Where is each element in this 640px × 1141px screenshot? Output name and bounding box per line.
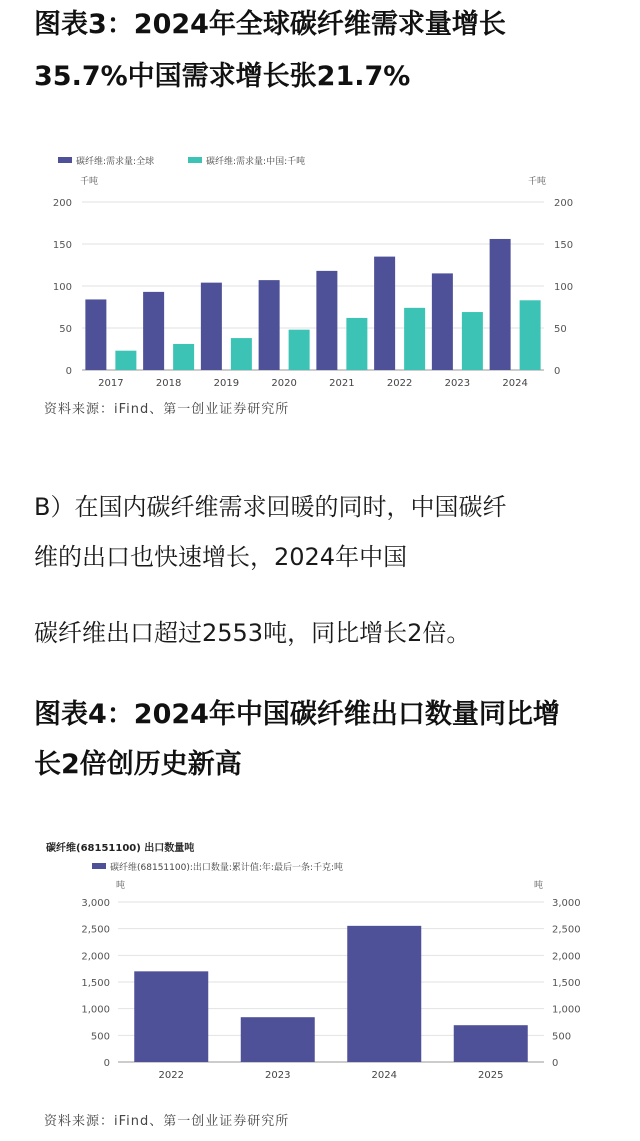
x-tick-label: 2020 bbox=[271, 378, 297, 389]
y-tick-right: 1,000 bbox=[552, 1004, 581, 1016]
x-tick-label: 2022 bbox=[386, 378, 413, 389]
x-tick-label: 2022 bbox=[158, 1070, 184, 1081]
y-unit-right: 吨 bbox=[534, 881, 544, 891]
figure3-title-line1: 图表3：2024年全球碳纤维需求量增长 bbox=[34, 9, 506, 40]
chart1-source: 资料来源：iFind、第一创业证券研究所 bbox=[44, 402, 290, 417]
y-tick-left: 2,500 bbox=[81, 924, 110, 936]
y-tick-left: 0 bbox=[103, 1058, 110, 1069]
bar-2021-s2 bbox=[346, 318, 367, 370]
bar-2018-s1 bbox=[143, 292, 164, 370]
legend-swatch-1 bbox=[92, 863, 106, 869]
bar-2023-s1 bbox=[432, 273, 453, 370]
y-tick-left: 100 bbox=[52, 282, 72, 293]
x-tick-label: 2024 bbox=[502, 378, 528, 389]
x-tick-label: 2018 bbox=[155, 378, 182, 389]
y-tick-right: 0 bbox=[554, 366, 561, 377]
y-tick-right: 0 bbox=[552, 1058, 559, 1069]
paragraph-line2: 维的出口也快速增长，2024年中国 bbox=[34, 543, 408, 571]
figure4-title-line1: 图表4：2024年中国碳纤维出口数量同比增 bbox=[34, 699, 560, 730]
bar-2018-s2 bbox=[173, 344, 194, 370]
y-tick-right: 100 bbox=[554, 282, 574, 293]
y-tick-right: 2,000 bbox=[552, 951, 581, 963]
y-tick-right: 500 bbox=[552, 1031, 572, 1043]
bar-2022-s2 bbox=[404, 308, 425, 370]
x-tick-label: 2017 bbox=[98, 378, 124, 389]
y-tick-left: 500 bbox=[90, 1031, 110, 1043]
y-unit-left: 千吨 bbox=[80, 177, 99, 187]
bar-2020-s1 bbox=[259, 280, 280, 370]
bar-2019-s2 bbox=[231, 338, 252, 370]
legend-label-2: 碳纤维:需求量:中国:千吨 bbox=[206, 157, 306, 167]
y-tick-left: 150 bbox=[52, 240, 72, 251]
x-tick-label: 2023 bbox=[444, 378, 471, 389]
y-tick-left: 1,000 bbox=[81, 1004, 110, 1016]
y-tick-right: 50 bbox=[554, 324, 567, 335]
x-tick-label: 2024 bbox=[371, 1070, 397, 1081]
bar-2025-s1 bbox=[454, 1025, 528, 1062]
x-tick-label: 2019 bbox=[213, 378, 240, 389]
y-tick-left: 2,000 bbox=[81, 951, 110, 963]
x-tick-label: 2023 bbox=[265, 1070, 291, 1081]
y-tick-right: 150 bbox=[554, 240, 574, 251]
y-unit-right: 千吨 bbox=[528, 177, 547, 187]
bar-2022-s1 bbox=[134, 971, 208, 1062]
export-chart bbox=[0, 836, 640, 1096]
bar-2023-s2 bbox=[462, 312, 483, 370]
y-tick-left: 1,500 bbox=[81, 978, 110, 989]
legend-swatch-2 bbox=[188, 157, 202, 163]
bar-2021-s1 bbox=[316, 271, 337, 370]
x-tick-label: 2025 bbox=[478, 1070, 504, 1081]
legend-label-1: 碳纤维(68151100):出口数量:累计值:年:最后一条:千克:吨 bbox=[110, 863, 344, 873]
y-tick-left: 50 bbox=[59, 324, 72, 335]
y-unit-left: 吨 bbox=[116, 881, 126, 891]
y-tick-right: 1,500 bbox=[552, 978, 581, 989]
bar-2020-s2 bbox=[289, 330, 310, 370]
y-tick-right: 200 bbox=[554, 198, 574, 209]
legend-label-1: 碳纤维:需求量:全球 bbox=[76, 157, 155, 167]
bar-2019-s1 bbox=[201, 283, 222, 370]
y-tick-left: 0 bbox=[65, 366, 72, 377]
bar-2024-s1 bbox=[347, 926, 421, 1062]
chart-title: 碳纤维(68151100) 出口数量吨 bbox=[46, 843, 195, 854]
figure3-title-line2: 35.7%中国需求增长张21.7% bbox=[34, 61, 411, 92]
bar-2017-s2 bbox=[115, 351, 136, 370]
demand-chart bbox=[0, 148, 640, 418]
paragraph-line1: B）在国内碳纤维需求回暖的同时，中国碳纤 bbox=[34, 493, 507, 521]
bar-2023-s1 bbox=[241, 1017, 315, 1062]
y-tick-left: 200 bbox=[52, 198, 72, 209]
y-tick-left: 3,000 bbox=[81, 898, 110, 909]
legend-swatch-1 bbox=[58, 157, 72, 163]
y-tick-right: 3,000 bbox=[552, 898, 581, 909]
paragraph-line3: 碳纤维出口超过2553吨，同比增长2倍。 bbox=[34, 619, 471, 647]
bar-2017-s1 bbox=[85, 299, 106, 370]
x-tick-label: 2021 bbox=[329, 378, 355, 389]
chart2-source: 资料来源：iFind、第一创业证券研究所 bbox=[44, 1114, 290, 1129]
bar-2024-s2 bbox=[520, 300, 541, 370]
y-tick-right: 2,500 bbox=[552, 924, 581, 936]
bar-2024-s1 bbox=[490, 239, 511, 370]
figure4-title-line2: 长2倍创历史新高 bbox=[34, 749, 242, 780]
bar-2022-s1 bbox=[374, 257, 395, 370]
